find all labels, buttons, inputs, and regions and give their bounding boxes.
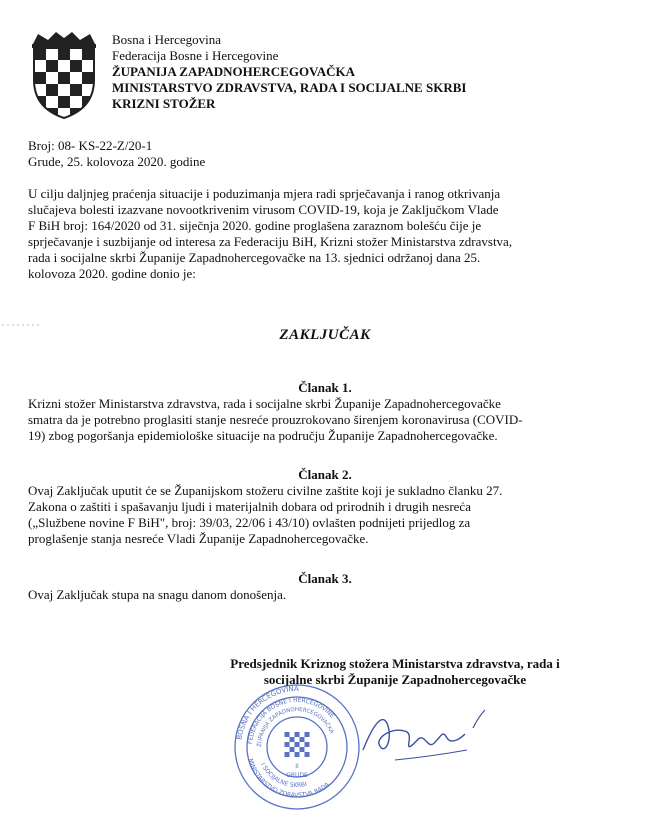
stamp-ring-federation: FEDERACIJA BOSNE I HERCEGOVINE [247, 696, 336, 745]
article-2-heading: Članak 2. [298, 467, 352, 482]
article-line: („Službene novine F BiH", broj: 39/03, 22/06 i 43/10) ovlašten podnijeti prijedlog za [28, 515, 471, 530]
handwritten-signature [355, 700, 495, 770]
article-line: 19) zbog pogoršanja epidemiološke situacije na području Županije Zapadnohercegovačke. [28, 428, 498, 443]
article-line: Zakona o zaštiti i spašavanju ljudi i materijalnih dobara od prirodnih i drugih nesreća [28, 499, 471, 514]
intro-line: sprječavanje i suzbijanje od interesa za Federaciju BiH, Krizni stožer Ministarstva zdravstva, [28, 234, 513, 249]
stamp-ring-county: ŽUPANIJA ZAPADNOHERCEGOVAČKA [256, 706, 335, 748]
reference-place-date: Grude, 25. kolovoza 2020. godine [28, 154, 206, 169]
article-3-heading: Članak 3. [298, 571, 352, 586]
signatory-line-2: socijalne skrbi Županije Zapadnohercegovačke [263, 672, 527, 687]
signatory-line-1: Predsjednik Kriznog stožera Ministarstva zdravstva, rada i [230, 656, 560, 671]
coat-of-arms-icon [28, 30, 100, 120]
intro-line: U cilju daljnjeg praćenja situacije i poduzimanja mjera radi sprječavanja i ranog otkrivanja [28, 186, 501, 201]
stamp-outer-text: BOSNA I HERCEGOVINA [235, 684, 299, 741]
stamp-numeral: II [295, 763, 299, 770]
stamp-city: GRUDE [286, 772, 308, 779]
reference-block [28, 138, 205, 170]
intro-line: F BiH broj: 164/2020 od 31. siječnja 2020. godine proglašena zaraznom bolešću čije je [28, 218, 482, 233]
header-county: ŽUPANIJA ZAPADNOHERCEGOVAČKA [112, 64, 356, 79]
stamp-ring-ministry: MINISTARSTVO ZDRAVSTVA RADA [246, 757, 331, 800]
article-line: proglašenje stanja nesreće Vladi Županije Zapadnohercegovačke. [28, 531, 369, 546]
intro-line: rada i socijalne skrbi Županije Zapadnohercegovačke na 13. sjednici održanoj dana 25. [28, 250, 481, 265]
official-stamp-icon [232, 682, 362, 812]
header-ministry: MINISTARSTVO ZDRAVSTVA, RADA I SOCIJALNE SKRBI [112, 80, 467, 95]
header-crisis-staff: KRIZNI STOŽER [112, 96, 216, 111]
stamp-ring-social: I SOCIJALNE SKRBI [258, 761, 308, 790]
article-3-body [28, 587, 624, 603]
document-title: ZAKLJUČAK [279, 327, 371, 343]
article-line: Krizni stožer Ministarstva zdravstva, rada i socijalne skrbi Županije Zapadnohercegovačke [28, 396, 501, 411]
intro-line: slučajeva bolesti izazvane novootkrivenim virusom COVID-19, koja je Zaključkom Vlade [28, 202, 499, 217]
article-1-body [28, 396, 624, 444]
intro-line: kolovoza 2020. godine donio je: [28, 266, 196, 281]
letterhead [112, 32, 466, 112]
article-2-body [28, 483, 624, 547]
reference-number: Broj: 08- KS-22-Z/20-1 [28, 138, 153, 153]
header-country: Bosna i Hercegovina [112, 32, 222, 47]
article-line: smatra da je potrebno proglasiti stanje nesreće prouzrokovano širenjem koronavirusa (COVID- [28, 412, 523, 427]
header-federation: Federacija Bosne i Hercegovine [112, 48, 279, 63]
intro-paragraph [28, 186, 624, 282]
article-line: Ovaj Zaključak stupa na snagu danom donošenja. [28, 587, 287, 602]
article-line: Ovaj Zaključak uputit će se Županijskom stožeru civilne zaštite koji je sukladno članku 27. [28, 483, 503, 498]
article-1-heading: Članak 1. [298, 380, 352, 395]
